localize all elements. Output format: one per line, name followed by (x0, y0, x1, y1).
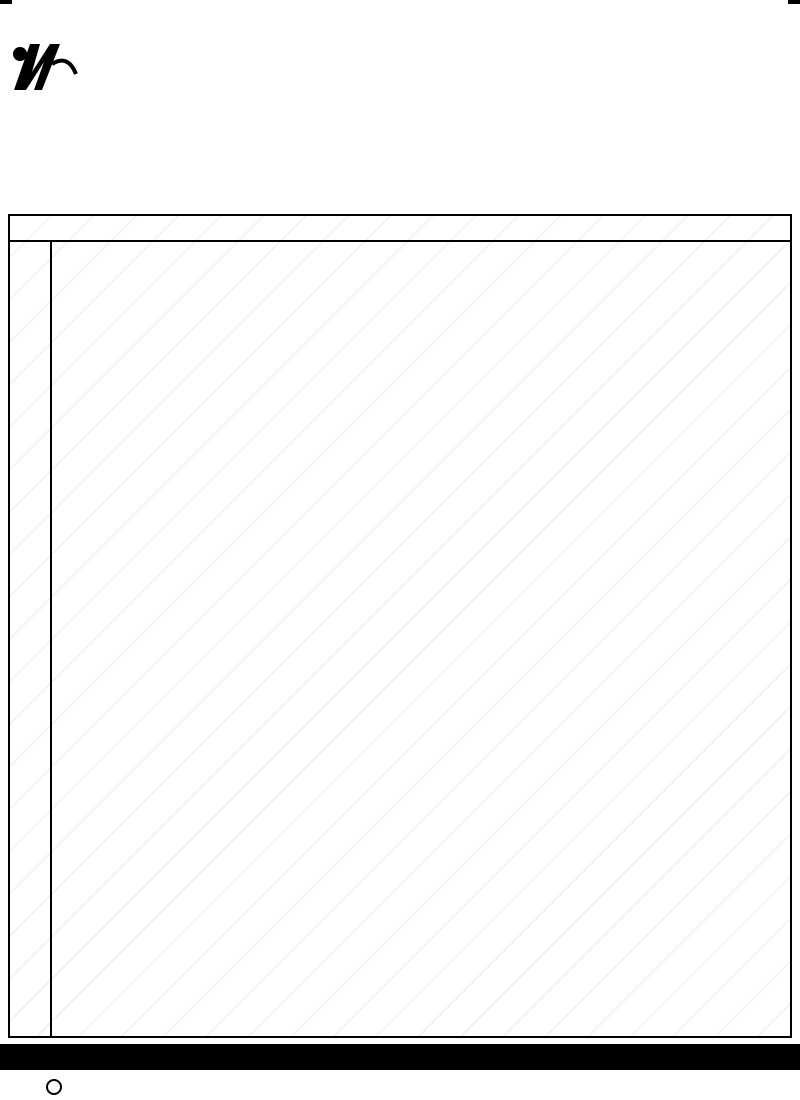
header-route (10, 216, 242, 240)
contact-row (262, 30, 797, 50)
contact-list (262, 30, 797, 110)
table-header (10, 216, 790, 242)
ad-label-right (788, 0, 800, 4)
ad-label-left (0, 0, 12, 4)
page-footer (0, 1074, 800, 1100)
logo-mark-icon (8, 34, 78, 98)
header-highlights (242, 216, 538, 240)
site-logo-icon (46, 1079, 62, 1095)
footer-bar (0, 1044, 800, 1070)
contact-row (262, 70, 797, 90)
tour-table (8, 214, 792, 1038)
contact-row (262, 90, 797, 110)
header-price (538, 216, 604, 240)
region-label (10, 242, 52, 1036)
contact-row (262, 50, 797, 70)
company-logo (8, 22, 260, 110)
header-dates (604, 216, 790, 240)
